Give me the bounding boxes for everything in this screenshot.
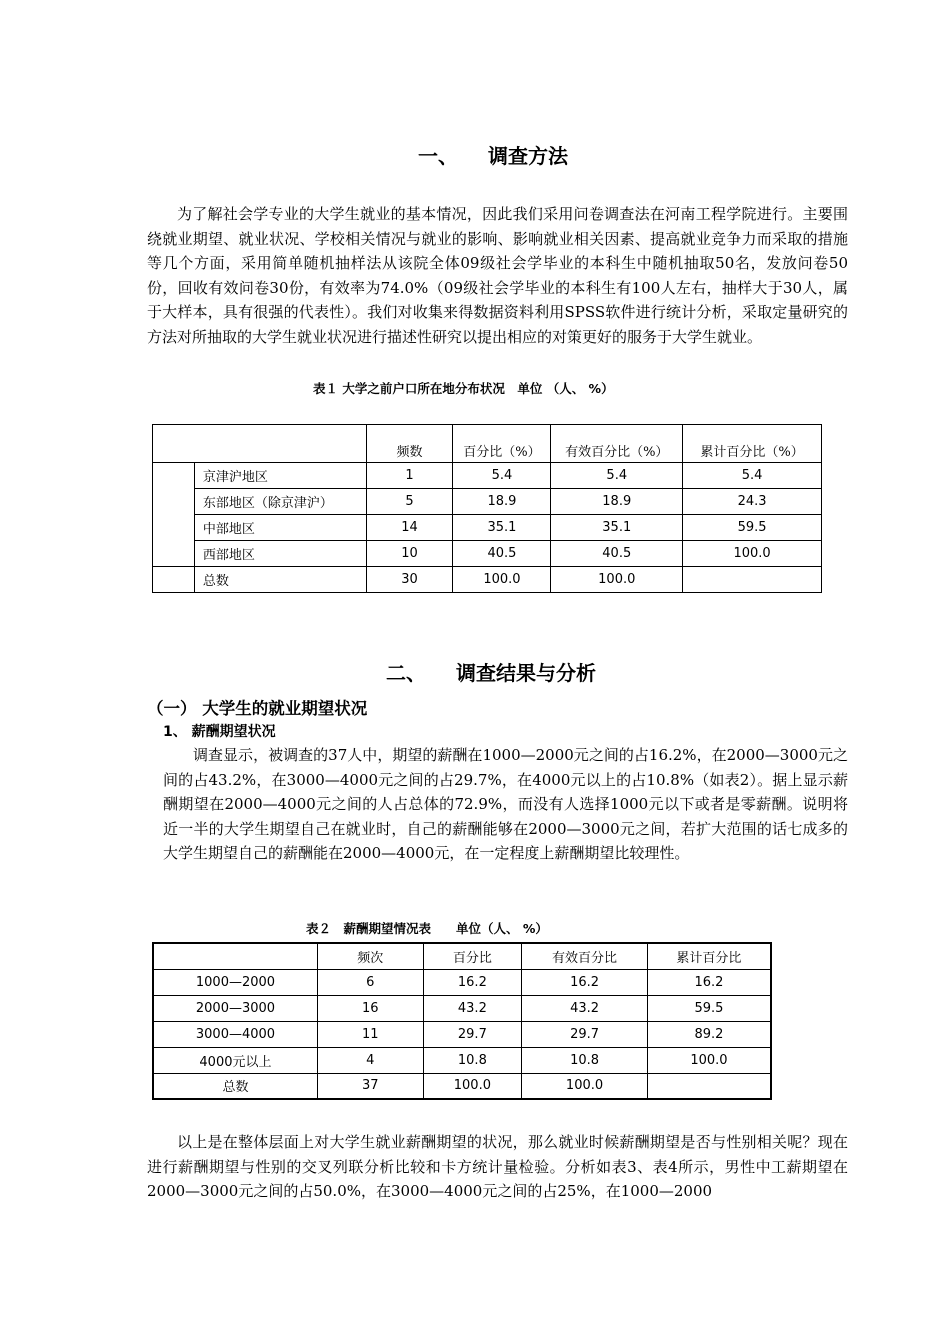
cell-pct: 29.7 [423, 1021, 522, 1047]
cell-cum: 59.5 [683, 515, 822, 541]
section-1-title: 调查方法 [488, 144, 568, 168]
cell-pct: 18.9 [453, 489, 551, 515]
cell-pct: 100.0 [423, 1073, 522, 1099]
row-label: 京津沪地区 [194, 463, 366, 489]
row-label: 2000—3000 [153, 995, 317, 1021]
cell-freq: 14 [366, 515, 453, 541]
cell-cum [683, 567, 822, 593]
table-row [153, 515, 822, 541]
cell-cum: 5.4 [683, 463, 822, 489]
cell-cum: 24.3 [683, 489, 822, 515]
section-2-title: 调查结果与分析 [456, 661, 596, 685]
cell-valid: 16.2 [522, 969, 648, 995]
table-1-caption: 表１ 大学之前户口所在地分布状况 单位 （人、 %） [313, 381, 614, 396]
table-row [153, 463, 822, 489]
section-2-number: 二、 [386, 661, 426, 685]
cell-valid: 29.7 [522, 1021, 648, 1047]
section-2-heading [386, 657, 596, 686]
intro-paragraph [147, 202, 848, 349]
cell-valid: 35.1 [551, 515, 683, 541]
cell-freq: 30 [366, 567, 453, 593]
cell-freq: 37 [317, 1073, 423, 1099]
closing-paragraph [147, 1130, 848, 1204]
subsubsection-1-heading: 1、 薪酬期望状况 [163, 724, 276, 740]
table-row [153, 1047, 771, 1073]
table-row [153, 1021, 771, 1047]
cell-cum [647, 1073, 771, 1099]
section-1-heading [418, 140, 568, 169]
cell-valid: 5.4 [551, 463, 683, 489]
row-label: 1000—2000 [153, 969, 317, 995]
cell-freq: 1 [366, 463, 453, 489]
cell-pct: 40.5 [453, 541, 551, 567]
cell-cum: 59.5 [647, 995, 771, 1021]
intro-text: 为了解社会学专业的大学生就业的基本情况，因此我们采用问卷调查法在河南工程学院进行。主要围绕就业期望、就业状况、学校相关情况与就业的影响、影响就业相关因素、提高就业竞争力而采取的措施等几个方面，采用简单随机抽样法从该院全体09级社会学毕业的本科生中随机抽取50名，发放问卷50份，回收有效问卷30份，有效率为74.0%（09级社会学毕业的本科生有100人左右，抽样大于30人，属于大样本，具有很强的代表性）。我们对收集来得数据资料利用SPSS软件进行统计分析，采取定量研究的方法对所抽取的大学生就业状况进行描述性研究以提出相应的对策更好的服务于大学生就业。 [147, 205, 848, 346]
table-row [153, 541, 822, 567]
cell-pct: 43.2 [423, 995, 522, 1021]
table-2-col-valid: 有效百分比 [522, 943, 648, 969]
table-1-total-row [153, 567, 822, 593]
cell-pct: 5.4 [453, 463, 551, 489]
table-1-col-valid: 有效百分比（%） [551, 425, 683, 463]
section-1-number: 一、 [418, 144, 458, 168]
table-1-col-pct: 百分比（%） [453, 425, 551, 463]
cell-freq: 10 [366, 541, 453, 567]
table-row [153, 969, 771, 995]
cell-valid: 43.2 [522, 995, 648, 1021]
cell-valid: 100.0 [522, 1073, 648, 1099]
cell-freq: 4 [317, 1047, 423, 1073]
table-1-header-row [153, 425, 822, 463]
cell-cum: 16.2 [647, 969, 771, 995]
salary-paragraph [163, 743, 848, 866]
cell-cum: 100.0 [683, 541, 822, 567]
table-2-col-cum: 累计百分比 [647, 943, 771, 969]
cell-pct: 35.1 [453, 515, 551, 541]
table-2-col-freq: 频次 [317, 943, 423, 969]
cell-pct: 10.8 [423, 1047, 522, 1073]
cell-valid: 18.9 [551, 489, 683, 515]
closing-text: 以上是在整体层面上对大学生就业薪酬期望的状况，那么就业时候薪酬期望是否与性别相关呢？现在进行薪酬期望与性别的交叉列联分析比较和卡方统计量检验。分析如表3、表4所示，男性中工薪期望在2000—3000元之间的占50.0%，在3000—4000元之间的占25%，在1000—2000 [147, 1133, 848, 1200]
table-1-corner [153, 425, 367, 463]
row-label: 中部地区 [194, 515, 366, 541]
table-2-col-pct: 百分比 [423, 943, 522, 969]
table-2-corner [153, 943, 317, 969]
cell-freq: 5 [366, 489, 453, 515]
table-1-col-cum: 累计百分比（%） [683, 425, 822, 463]
table-1-group-cell [153, 463, 195, 567]
cell-pct: 100.0 [453, 567, 551, 593]
salary-text: 调查显示，被调查的37人中，期望的薪酬在1000—2000元之间的占16.2%，在2000—3000元之间的占43.2%，在3000—4000元之间的占29.7%，在4000元以上的占10.8%（如表2）。据上显示薪酬期望在2000—4000元之间的人占总体的72.9%，而没有人选择1000元以下或者是零薪酬。说明将近一半的大学生期望自己在就业时，自己的薪酬能够在2000—3000元之间，若扩大范围的话七成多的大学生期望自己的薪酬能在2000—4000元，在一定程度上薪酬期望比较理性。 [163, 746, 848, 862]
cell-valid: 10.8 [522, 1047, 648, 1073]
row-label: 4000元以上 [153, 1047, 317, 1073]
cell-cum: 100.0 [647, 1047, 771, 1073]
cell-valid: 40.5 [551, 541, 683, 567]
cell-cum: 89.2 [647, 1021, 771, 1047]
cell-freq: 16 [317, 995, 423, 1021]
cell-freq: 11 [317, 1021, 423, 1047]
table-2-caption: 表２ 薪酬期望情况表 单位（人、 %） [306, 921, 548, 936]
row-label: 西部地区 [194, 541, 366, 567]
subsection-1-heading: （一） 大学生的就业期望状况 [147, 699, 368, 718]
table-row [153, 489, 822, 515]
table-row [153, 995, 771, 1021]
table-1-col-freq: 频数 [366, 425, 453, 463]
table-1-total-blank [153, 567, 195, 593]
row-label: 东部地区（除京津沪） [194, 489, 366, 515]
table-2-header-row [153, 943, 771, 969]
table-row [153, 1073, 771, 1099]
table-1 [152, 424, 822, 593]
row-label: 3000—4000 [153, 1021, 317, 1047]
row-label: 总数 [194, 567, 366, 593]
cell-pct: 16.2 [423, 969, 522, 995]
table-2 [152, 942, 772, 1100]
row-label: 总数 [153, 1073, 317, 1099]
cell-freq: 6 [317, 969, 423, 995]
cell-valid: 100.0 [551, 567, 683, 593]
